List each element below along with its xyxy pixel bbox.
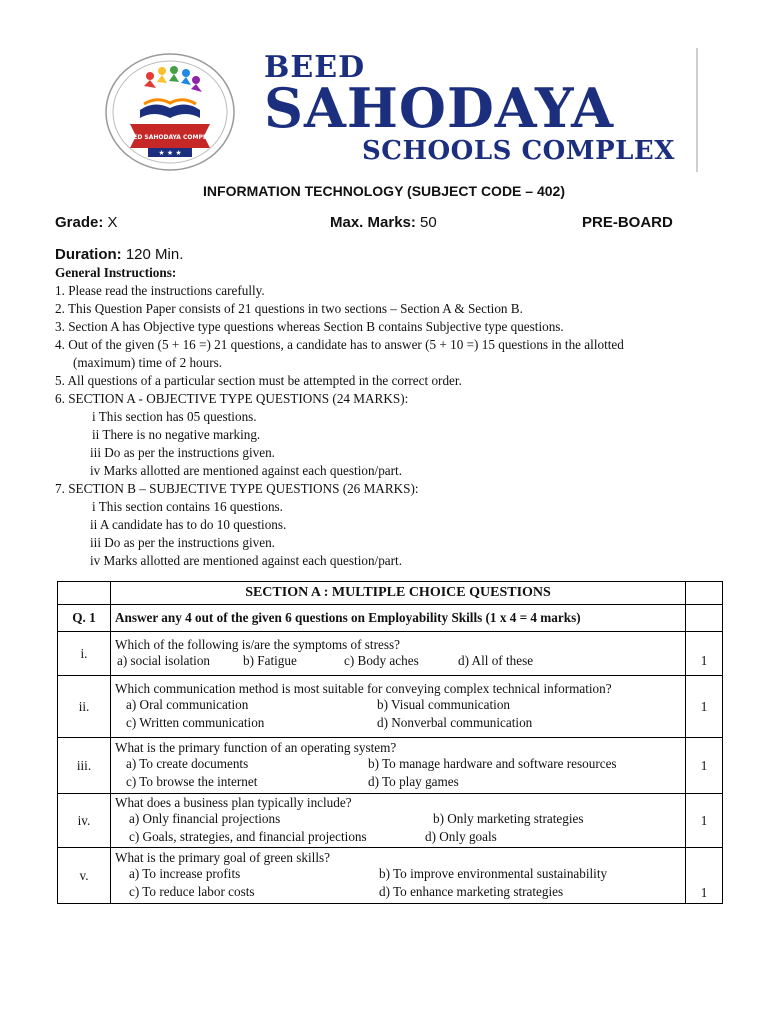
option-c: c) To reduce labor costs (129, 884, 255, 899)
section-a-title: SECTION A : MULTIPLE CHOICE QUESTIONS (111, 582, 686, 605)
option-d: d) Only goals (425, 829, 497, 844)
question-cell (111, 632, 686, 676)
instruction-subline: ii There is no negative marking. (92, 427, 261, 442)
grade-value: X (107, 214, 118, 231)
school-logo (104, 52, 236, 172)
sub-question-number: v. (58, 848, 111, 904)
blank-cell (686, 605, 723, 632)
grade-field (55, 214, 118, 231)
max-marks-value: 50 (420, 214, 437, 231)
instruction-subline: iii Do as per the instructions given. (90, 445, 275, 460)
options-row (115, 756, 681, 774)
instruction-line: 2. This Question Paper consists of 21 questions in two sections – Section A & Section B. (55, 301, 523, 316)
question-cell (111, 848, 686, 904)
instruction-line: 5. All questions of a particular section must be attempted in the correct order. (55, 373, 462, 388)
option-b: b) Only marketing strategies (433, 811, 584, 826)
options-row (115, 653, 681, 671)
option-b: b) Fatigue (243, 653, 297, 668)
option-b: b) Visual communication (377, 697, 511, 712)
table-row (58, 848, 723, 904)
exam-type: PRE-BOARD (582, 214, 673, 231)
marks-value: 1 (686, 676, 723, 738)
option-a: a) Oral communication (126, 697, 249, 712)
option-d: d) All of these (458, 653, 534, 668)
table-row (58, 794, 723, 848)
question-text: What does a business plan typically include? (115, 795, 352, 810)
instruction-line: 6. SECTION A - OBJECTIVE TYPE QUESTIONS (24 MARKS): (55, 391, 409, 406)
question-text: What is the primary goal of green skills? (115, 850, 330, 865)
question-text: Which of the following is/are the symptoms of stress? (115, 637, 400, 652)
options-row (115, 829, 681, 847)
marks-value: 1 (686, 794, 723, 848)
svg-text:★ ★ ★: ★ ★ ★ (158, 149, 182, 157)
table-row (58, 738, 723, 794)
option-c: c) To browse the internet (126, 774, 258, 789)
instruction-line: 4. Out of the given (5 + 16 =) 21 questions, a candidate has to answer (5 + 10 =) 15 questions in the allotted (55, 337, 624, 352)
question-heading: Answer any 4 out of the given 6 questions on Employability Skills (1 x 4 = 4 marks) (111, 605, 686, 632)
instruction-subline: i This section contains 16 questions. (92, 499, 283, 514)
option-c: c) Body aches (344, 653, 419, 668)
sub-question-number: i. (58, 632, 111, 676)
question-number: Q. 1 (58, 605, 111, 632)
marks-value: 1 (686, 632, 723, 676)
grade-label: Grade: (55, 214, 104, 231)
instruction-line: 3. Section A has Objective type questions whereas Section B contains Subjective type questions. (55, 319, 564, 334)
options-row (115, 884, 681, 902)
instruction-subline: iii Do as per the instructions given. (90, 535, 275, 550)
options-row (115, 715, 681, 733)
option-a: a) To create documents (126, 756, 249, 771)
duration-field (55, 246, 183, 263)
max-marks-field (330, 214, 437, 231)
options-row (115, 811, 681, 829)
sub-question-number: iv. (58, 794, 111, 848)
options-row (115, 866, 681, 884)
instruction-line: 7. SECTION B – SUBJECTIVE TYPE QUESTIONS (26 MARKS): (55, 481, 419, 496)
option-d: d) To play games (368, 774, 459, 789)
max-marks-label: Max. Marks: (330, 214, 416, 231)
instruction-subline: iv Marks allotted are mentioned against each question/part. (90, 553, 403, 568)
table-row (58, 676, 723, 738)
marks-value: 1 (686, 738, 723, 794)
brand-line-sahodaya: SAHODAYA (264, 76, 614, 140)
option-d: d) To enhance marketing strategies (379, 884, 564, 899)
instruction-line: (maximum) time of 2 hours. (73, 355, 223, 370)
option-a: a) To increase profits (129, 866, 241, 881)
question-cell (111, 676, 686, 738)
instruction-subline: i This section has 05 questions. (92, 409, 257, 424)
subject-title: INFORMATION TECHNOLOGY (SUBJECT CODE – 402) (203, 183, 565, 199)
options-row (115, 697, 681, 715)
general-instructions (55, 264, 735, 570)
question-heading-row (58, 605, 723, 632)
instructions-heading: General Instructions: (55, 265, 177, 280)
marks-value: 1 (686, 848, 723, 904)
instruction-subline: iv Marks allotted are mentioned against each question/part. (90, 463, 403, 478)
duration-label: Duration: (55, 246, 122, 263)
brand-line-schools-complex: SCHOOLS COMPLEX (362, 136, 675, 166)
options-row (115, 774, 681, 792)
page-header (104, 48, 698, 176)
question-table (57, 581, 723, 904)
question-cell (111, 794, 686, 848)
option-d: d) Nonverbal communication (377, 715, 533, 730)
option-b: b) To manage hardware and software resources (368, 756, 617, 771)
table-row (58, 632, 723, 676)
sub-question-number: ii. (58, 676, 111, 738)
brand-line-beed: BEED (264, 50, 366, 85)
header-border (696, 48, 698, 172)
option-a: a) Only financial projections (129, 811, 281, 826)
option-b: b) To improve environmental sustainability (379, 866, 608, 881)
question-text: Which communication method is most suitable for conveying complex technical information? (115, 681, 612, 696)
option-a: a) social isolation (117, 653, 211, 668)
logo-text: BEED SAHODAYA COMPLEX (124, 134, 216, 141)
blank-cell (58, 582, 111, 605)
section-header-row (58, 582, 723, 605)
instruction-line: 1. Please read the instructions carefully. (55, 283, 265, 298)
option-c: c) Goals, strategies, and financial projections (129, 829, 367, 844)
option-c: c) Written communication (126, 715, 265, 730)
question-cell (111, 738, 686, 794)
duration-value: 120 Min. (125, 246, 184, 263)
question-text: What is the primary function of an operating system? (115, 740, 397, 755)
instruction-subline: ii A candidate has to do 10 questions. (90, 517, 287, 532)
sub-question-number: iii. (58, 738, 111, 794)
blank-cell (686, 582, 723, 605)
